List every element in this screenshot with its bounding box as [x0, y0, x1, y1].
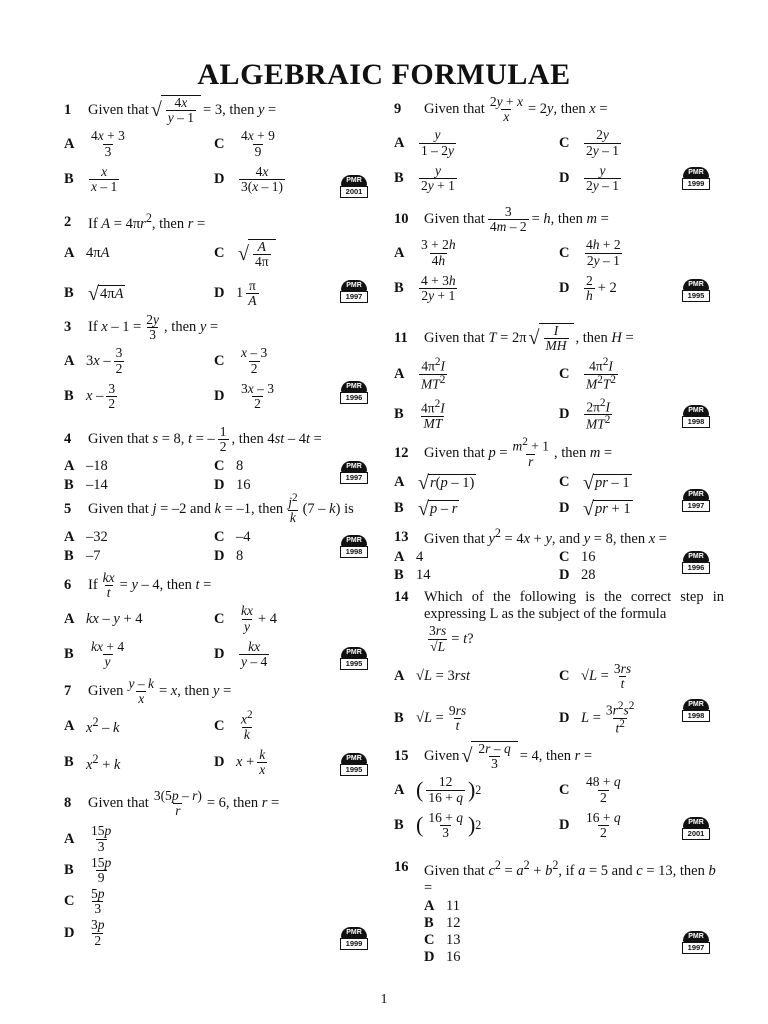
question-5: 5 Given that j = –2 and k = –1, then $\frac{j^2}{k}$ (7 – k) is A –32 C –4 B –7 D 8 PMR 1998: [64, 493, 364, 565]
option-c[interactable]: C $\frac{x - 3}{2}$: [214, 345, 268, 376]
question-15: 15 Given √ $\frac{2r - q}{3}$ = 4, then r = A ( $\frac{12}{16 + q}$ ) 2 C $\frac{48 + q}{2}$ B ( $\frac{16 + q}{3}$ ) 2 D $\frac{16 + q}{2}$ PMR 2001: [394, 741, 724, 840]
option-b[interactable]: B x – $\frac{3}{2}$: [64, 380, 116, 411]
option-d[interactable]: D $\frac{4x}{3(x - 1)}$: [214, 163, 283, 194]
pmr-badge-icon: PMR 2001: [340, 175, 368, 197]
pmr-badge-icon: PMR 1997: [682, 931, 710, 953]
pmr-badge-icon: PMR 1995: [682, 279, 710, 301]
pmr-badge-icon: PMR 1995: [340, 647, 368, 669]
pmr-badge-icon: PMR 2001: [682, 817, 710, 839]
option-d[interactable]: D $\frac{3x - 3}{2}$: [214, 380, 274, 411]
pmr-badge-icon: PMR 1999: [340, 927, 368, 949]
pmr-badge-icon: PMR 1997: [682, 489, 710, 511]
page-number: 1: [380, 992, 388, 1007]
option-a[interactable]: A 4πA: [64, 245, 110, 262]
question-11: 11 Given that T = 2π √ $\frac{I}{MH}$ , then H = A $\frac{4\pi^2I}{MT^2}$ C $\frac{4\pi^2I}{M^2T^2}$ B $\frac{4\pi^2I}{MT}$ D $\frac{2\pi^2I}{MT^2}$ PMR 1998: [394, 323, 724, 432]
question-12: 12 Given that p = $\frac{m^2 + 1}{r}$ , then m = A √ r(p – 1) C √ pr – 1 B √ p – r D √ pr + 1 PMR 1997: [394, 437, 724, 519]
question-2: 2 If $A = 4\pi r^2$, then r = A 4πA C √ $\frac{A}{4\pi}$ B √ 4πA D 1 $\frac{\pi}{A}$ PMR 1997: [64, 212, 364, 308]
question-3: 3 If x – 1 = $\frac{2y}{3}$ , then y = A 3x – $\frac{3}{2}$ C $\frac{x - 3}{2}$ B x – $\frac{3}{2}$ D $\frac{3x - 3}{2}$ PMR 1996: [64, 313, 364, 411]
pmr-badge-icon: PMR 1998: [340, 535, 368, 557]
question-16: 16 Given that $c^2 = a^2 + b^2$, if a = 5 and c = 13, then b = A 11 B 12 C 13 D 16 PMR 1997: [394, 858, 716, 966]
question-7: 7 Given $\frac{y - k}{x}$ = x, then y = A $x^2$ – k C $\frac{x^2}{k}$ B $x^2 + k$ D x + $\frac{k}{x}$ PMR 1995: [64, 677, 364, 778]
question-1: 1 Given that √ $\frac{4x}{y - 1}$ = 3, then y = A $\frac{4x + 3}{3}$ C $\frac{4x + 9}{9}$ B $\frac{x}{x - 1}$ D $\frac{4x}{3(x - 1)}$ PMR 2001: [64, 95, 364, 194]
question-6: 6 If $\frac{kx}{t}$ = y – 4, then t = A kx – y + 4 C $\frac{kx}{y}$ + 4 B $\frac{kx + 4}{y}$ D $\frac{kx}{y - 4}$ PMR 1995: [64, 571, 364, 669]
pmr-badge-icon: PMR 1999: [682, 167, 710, 189]
question-10: 10 Given that $\frac{3}{4m - 2}$ = h, then m = A $\frac{3 + 2h}{4h}$ C $\frac{4h + 2}{2y - 1}$ B $\frac{4 + 3h}{2y + 1}$ D $\frac{2}{h}$ + 2 PMR 1995: [394, 205, 724, 303]
option-b[interactable]: B $\frac{x}{x - 1}$: [64, 163, 118, 194]
pmr-badge-icon: PMR 1996: [340, 381, 368, 403]
question-9: 9 Given that $\frac{2y + x}{x}$ = 2y, then x = A $\frac{y}{1 - 2y}$ C $\frac{2y}{2y - 1}$ B $\frac{y}{2y + 1}$ D $\frac{y}{2y - 1}$ PMR 1999: [394, 95, 724, 193]
pmr-badge-icon: PMR 1998: [682, 405, 710, 427]
option-c[interactable]: C $\frac{4x + 9}{9}$: [214, 128, 275, 159]
pmr-badge-icon: PMR 1997: [340, 280, 368, 302]
option-d[interactable]: D 1 $\frac{\pi}{A}$: [214, 277, 257, 309]
question-13: 13 Given that $y^2 = 4x + y$, and y = 8, then x = A 4 C 16 B 14 D 28 PMR 1996: [394, 527, 724, 584]
option-a[interactable]: A 3x – $\frac{3}{2}$: [64, 345, 123, 376]
page-title: ALGEBRAIC FORMULAE: [197, 58, 571, 91]
question-4: 4 Given that s = 8, t = – $\frac{1}{2}$ , then 4st – 4t = A –18 C 8 B –14 D 16 PMR 1997: [64, 425, 364, 494]
option-b[interactable]: B √ 4πA: [64, 282, 124, 305]
question-number: 1: [64, 101, 72, 118]
question-14: 14 Which of the following is the correct step in expressing L as the subject of the formula $\frac{3rs}{√L}$ = t? A √L = 3rst C √L = $\frac{3rs}{t}$ B √L = $\frac{9rs}{t}$ D L = $\frac{3r^2s^2}{t^2}$ PMR 1998: [394, 589, 724, 736]
option-a[interactable]: A $\frac{4x + 3}{3}$: [64, 128, 125, 159]
pmr-badge-icon: PMR 1995: [340, 753, 368, 775]
pmr-badge-icon: PMR 1998: [682, 699, 710, 721]
pmr-badge-icon: PMR 1997: [340, 461, 368, 483]
option-c[interactable]: C √ $\frac{A}{4\pi}$: [214, 239, 364, 269]
pmr-badge-icon: PMR 1996: [682, 551, 710, 573]
question-8: 8 Given that $\frac{3(5p - r)}{r}$ = 6, then r = A $\frac{15p}{3}$ B $\frac{15p}{9}$ C $\frac{5p}{3}$ D $\frac{3p}{2}$ PMR 1999: [64, 789, 364, 950]
